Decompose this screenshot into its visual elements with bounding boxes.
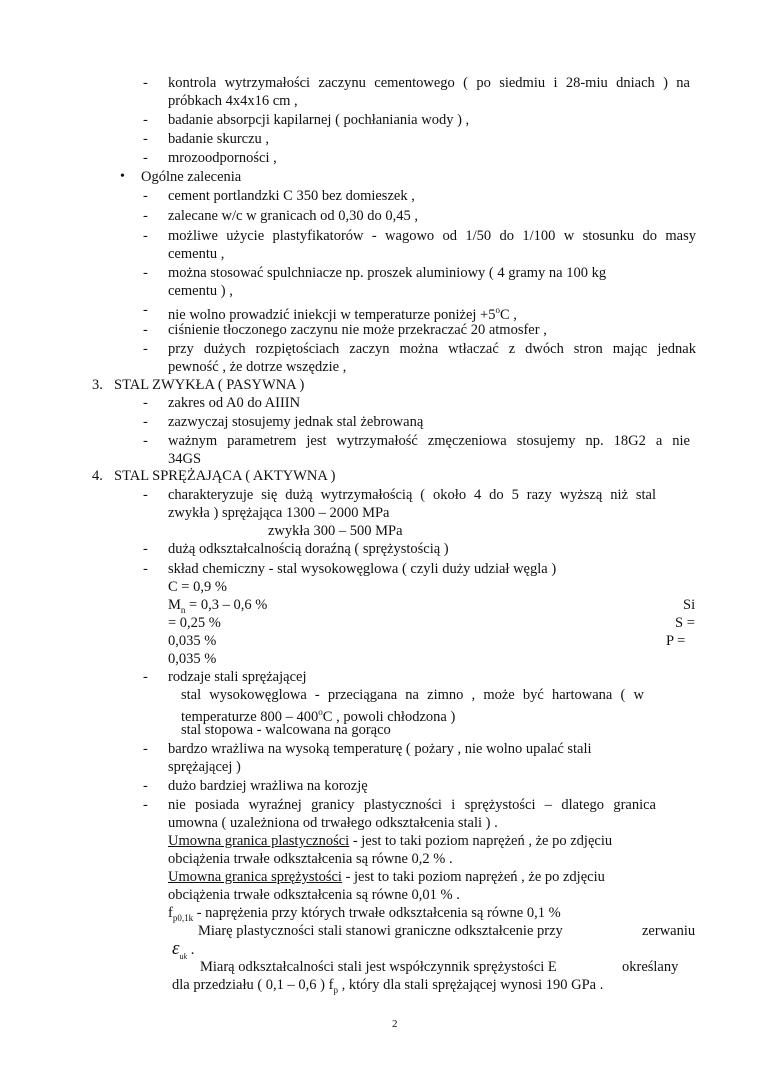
term-plasticity-limit: Umowna granica plastyczności <box>168 833 350 849</box>
composition-si-value: = 0,25 % <box>168 615 221 631</box>
steel-type-high-carbon: stal wysokowęglowa - przeciągana na zimno , może być hartowana ( w <box>181 687 644 703</box>
section-heading: STAL SPRĘŻAJĄCA ( AKTYWNA ) <box>114 468 336 484</box>
list-item: nie wolno prowadzić iniekcji w temperaturze poniżej $+5^oC$ , <box>168 305 517 323</box>
dash-marker: - <box>143 487 148 503</box>
list-item: bardzo wrażliwa na wysoką temperaturę ( pożary , nie wolno upalać stali <box>168 741 592 757</box>
list-item: dużą odkształcalnością doraźną ( sprężystością ) <box>168 541 449 557</box>
list-item: skład chemiczny - stal wysokowęglowa ( czyli duży udział węgla ) <box>168 561 557 577</box>
list-item-cont: cementu , <box>168 246 225 262</box>
dash-marker: - <box>143 541 148 557</box>
dash-marker: - <box>143 561 148 577</box>
list-item: przy dużych rozpiętościach zaczyn można wtłaczać z dwóch stron mając jednak <box>168 341 696 357</box>
paragraph-deformability-measure: Miarą odkształcalności stali jest współczynnik sprężystości E <box>200 959 557 975</box>
composition-carbon: C = 0,9 % <box>168 579 227 595</box>
page-number: 2 <box>392 1018 398 1030</box>
dash-marker: - <box>143 433 148 449</box>
list-item-cont: próbkach 4x4x16 cm , <box>168 93 298 109</box>
paragraph-deformability-measure-end: określany <box>622 959 679 975</box>
list-item: charakteryzuje się dużą wytrzymałością ( około 4 do 5 razy wyższą niż stal <box>168 487 656 503</box>
bullet-marker: • <box>120 169 125 184</box>
list-item: ciśnienie tłoczonego zaczynu nie może przekraczać 20 atmosfer , <box>168 322 547 338</box>
composition-s-label: S = <box>675 615 695 631</box>
list-item: zalecane w/c w granicach od 0,30 do 0,45 , <box>168 208 419 224</box>
dash-marker: - <box>143 208 148 224</box>
dash-marker: - <box>143 150 148 166</box>
definition-elasticity-limit-cont: obciążenia trwałe odkształcenia są równe 0,01 % . <box>168 887 460 903</box>
dash-marker: - <box>143 265 148 281</box>
paragraph-deformability-measure-cont: dla przedziału ( 0,1 – 0,6 ) $f_p$ , który dla stali sprężającej wynosi 190 GPa . <box>172 977 604 995</box>
dash-marker: - <box>143 669 148 685</box>
subheading-ogolne-zalecenia: Ogólne zalecenia <box>141 169 242 185</box>
paragraph-plasticity-measure-end: zerwaniu <box>642 923 696 939</box>
section-number: 4. <box>92 468 103 484</box>
definition-elasticity-limit: Umowna granica sprężystości - jest to taki poziom naprężeń , że po zdjęciu <box>168 869 605 885</box>
list-item: zakres od A0 do AIIIN <box>168 395 301 411</box>
list-item: zazwyczaj stosujemy jednak stal żebrowaną <box>168 414 424 430</box>
list-item-cont: cementu ) , <box>168 283 233 299</box>
list-item-cont: umowna ( uzależniona od trwałego odkształcenia stali ) . <box>168 815 498 831</box>
dash-marker: - <box>143 322 148 338</box>
dash-marker: - <box>143 341 148 357</box>
list-item: badanie absorpcji kapilarnej ( pochłaniania wody ) , <box>168 112 470 128</box>
dash-marker: - <box>143 395 148 411</box>
dash-marker: - <box>143 414 148 430</box>
composition-p-label: P = <box>666 633 686 649</box>
list-item: kontrola wytrzymałości zaczynu cementowego ( po siedmiu i 28-miu dniach ) na <box>168 75 690 91</box>
list-item-cont: pewność , że dotrze wszędzie , <box>168 359 347 375</box>
composition-p-value: 0,035 % <box>168 651 217 667</box>
dash-marker: - <box>143 797 148 813</box>
definition-plasticity-limit: Umowna granica plastyczności - jest to taki poziom naprężeń , że po zdjęciu <box>168 833 613 849</box>
list-item: badanie skurczu , <box>168 131 270 147</box>
dash-marker: - <box>143 75 148 91</box>
dash-marker: - <box>143 112 148 128</box>
list-item: mrozoodporności , <box>168 150 277 166</box>
definition-plasticity-limit-cont: obciążenia trwałe odkształcenia są równe 0,2 % . <box>168 851 453 867</box>
steel-type-alloy: stal stopowa - walcowana na gorąco <box>181 722 391 738</box>
composition-si-label: Si <box>683 597 696 613</box>
list-item: można stosować spulchniacze np. proszek aluminiowy ( 4 gramy na 100 kg <box>168 265 607 281</box>
dash-marker: - <box>143 302 148 318</box>
list-item: ważnym parametrem jest wytrzymałość zmęczeniowa stosujemy np. 18G2 a nie <box>168 433 690 449</box>
dash-marker: - <box>143 778 148 794</box>
composition-s-value: 0,035 % <box>168 633 217 649</box>
list-item: cement portlandzki C 350 bez domieszek , <box>168 188 415 204</box>
list-item-cont: 34GS <box>168 451 202 467</box>
symbol-epsilon-uk: $\varepsilon_{uk}$ . <box>172 938 195 961</box>
composition-manganese: $M_n = 0,3 - 0,6$ % <box>168 597 268 615</box>
term-elasticity-limit: Umowna granica sprężystości <box>168 869 342 885</box>
list-item: możliwe użycie plastyfikatorów - wagowo od 1/50 do 1/100 w stosunku do masy <box>168 228 696 244</box>
list-item: dużo bardziej wrażliwa na korozję <box>168 778 368 794</box>
dash-marker: - <box>143 228 148 244</box>
list-item: nie posiada wyraźnej granicy plastyczności i sprężystości – dlatego granica <box>168 797 656 813</box>
paragraph-plasticity-measure: Miarę plastyczności stali stanowi graniczne odkształcenie przy <box>198 923 563 939</box>
list-item-cont: sprężającej ) <box>168 759 241 775</box>
section-heading: STAL ZWYKŁA ( PASYWNA ) <box>114 377 305 393</box>
dash-marker: - <box>143 741 148 757</box>
list-item-cont: zwykła 300 – 500 MPa <box>268 523 403 539</box>
list-item-cont: zwykła ) sprężająca 1300 – 2000 MPa <box>168 505 390 521</box>
list-item: rodzaje stali sprężającej <box>168 669 307 685</box>
steel-type-high-carbon-cont: temperaturze 800 – 400$^o$C , powoli chłodzona ) <box>181 707 456 725</box>
definition-fp01k: $f_{p0,1k}$ - naprężenia przy których trwałe odkształcenia są równe 0,1 % <box>168 905 561 923</box>
dash-marker: - <box>143 188 148 204</box>
dash-marker: - <box>143 131 148 147</box>
section-number: 3. <box>92 377 103 393</box>
